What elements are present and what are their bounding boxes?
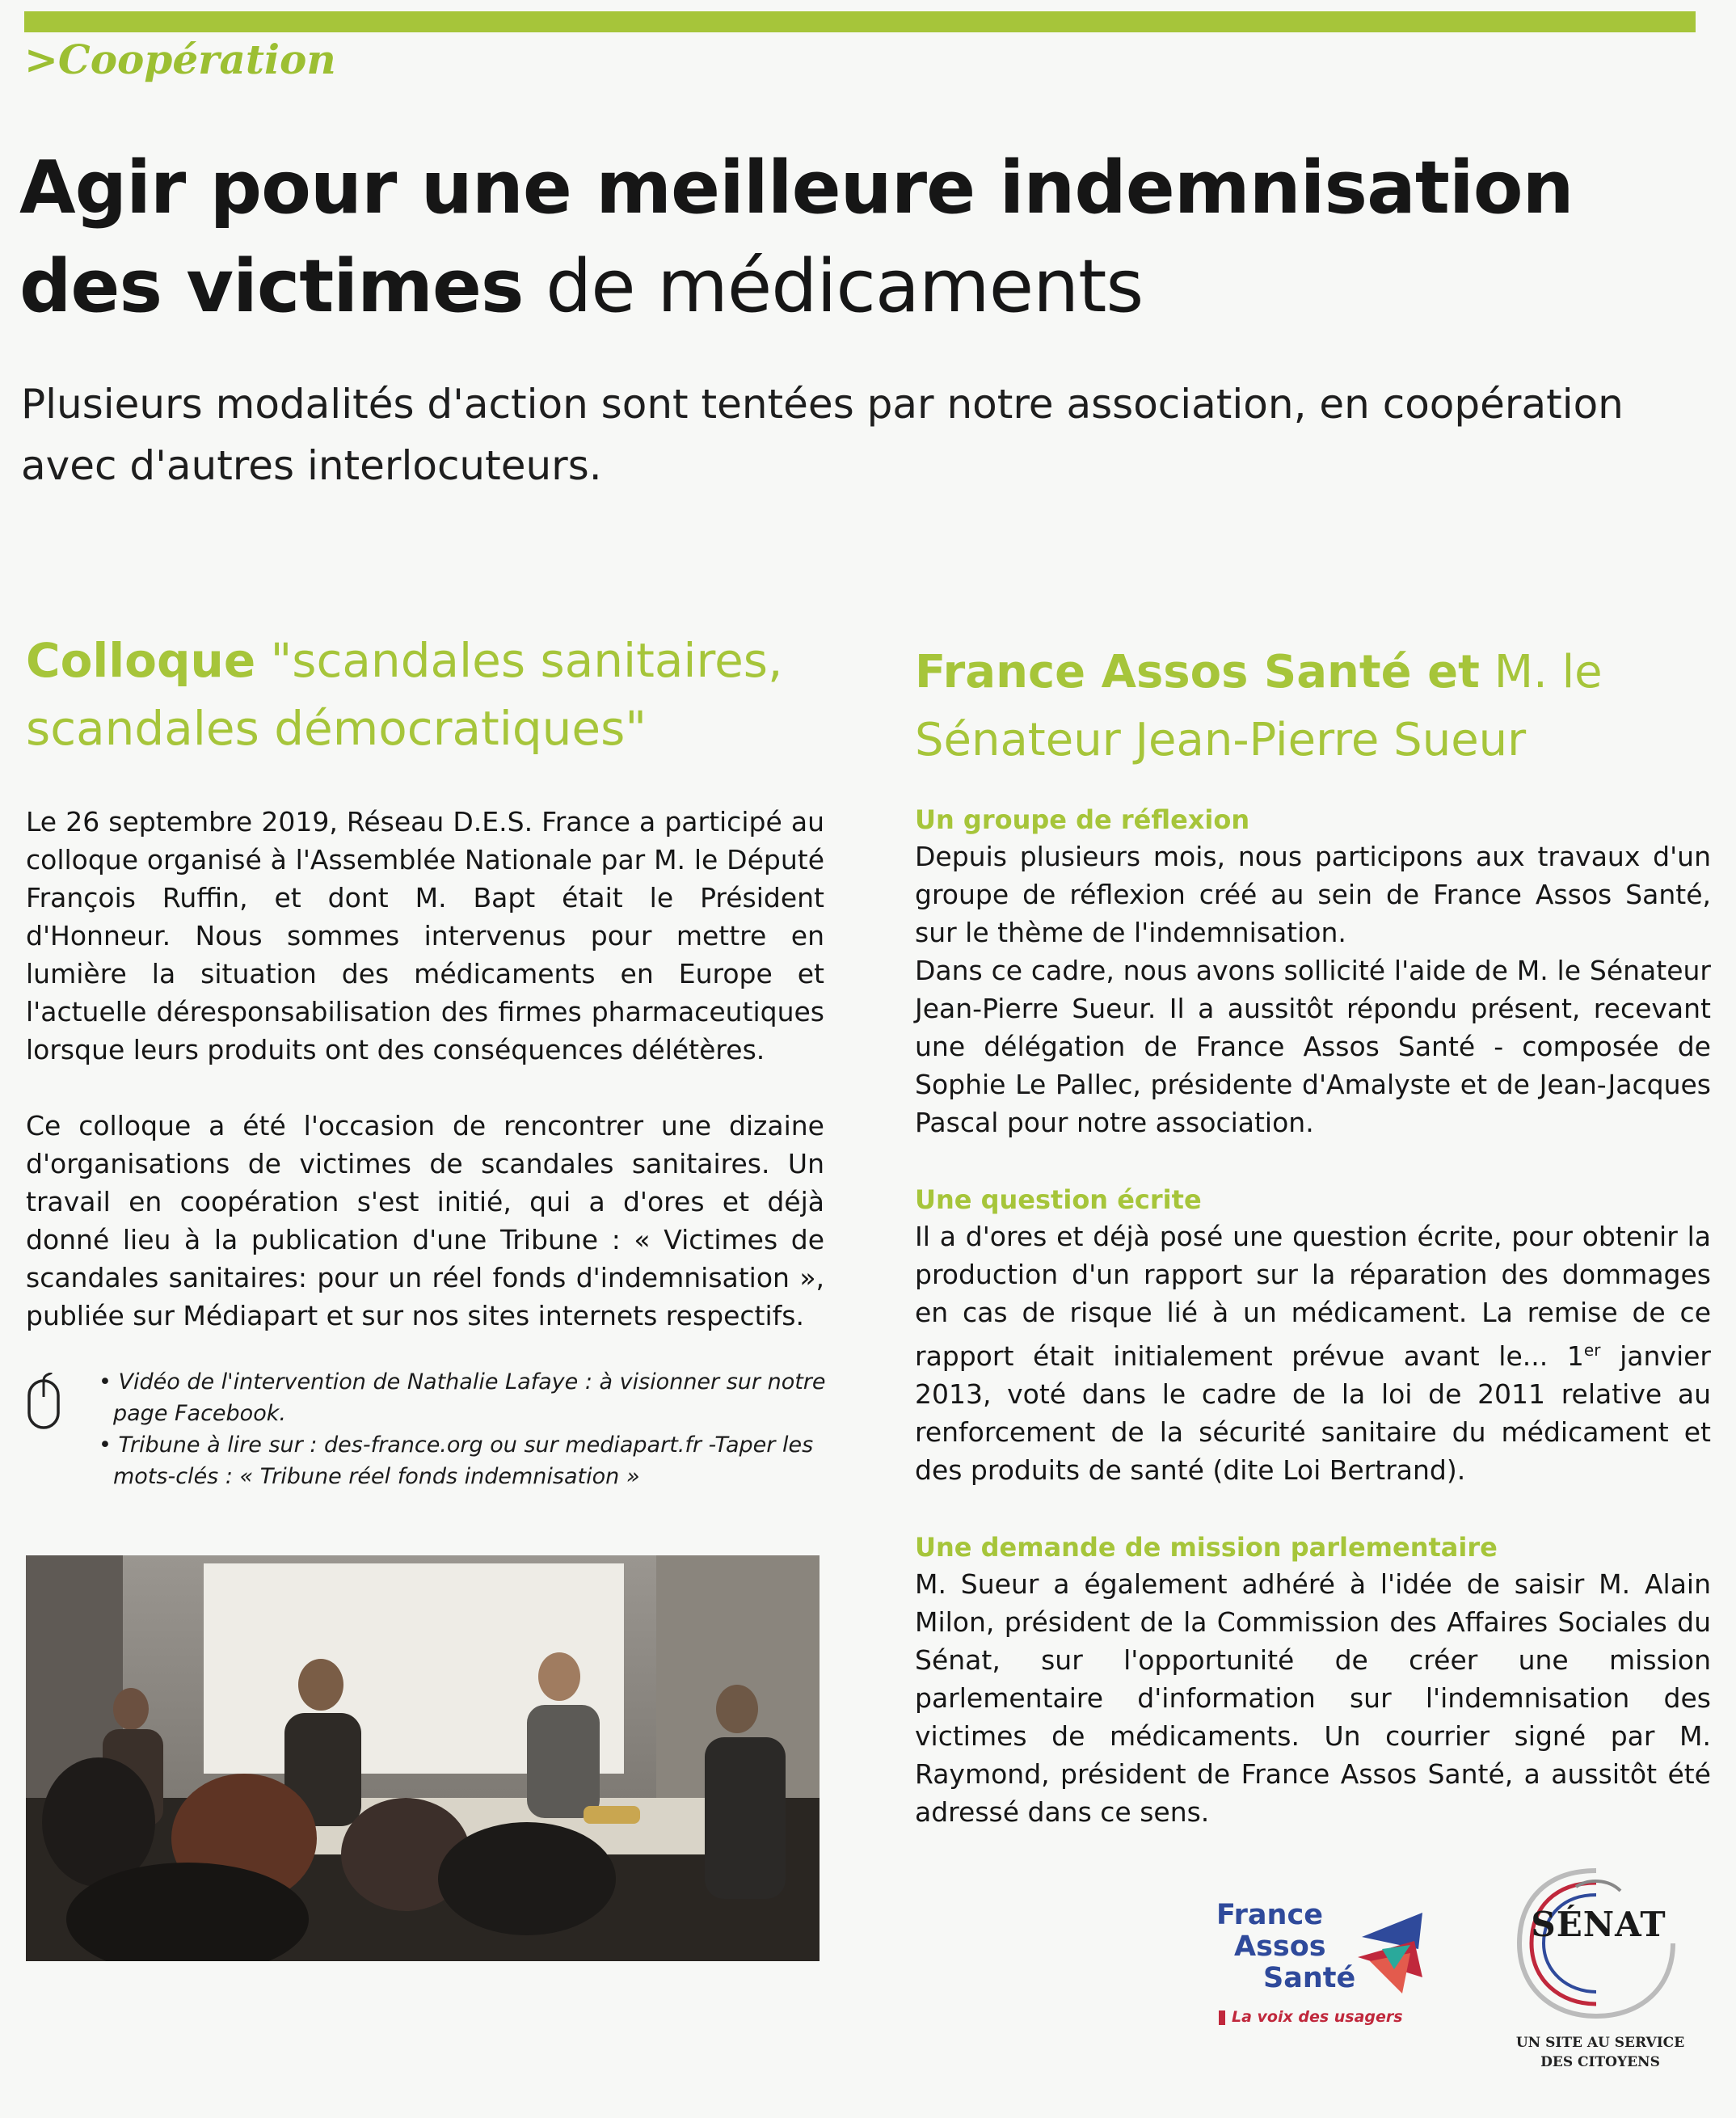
fas-emblem-icon — [1354, 1913, 1431, 2002]
title-line-2-regular: de médicaments — [523, 244, 1144, 329]
article-subtitle: Plusieurs modalités d'action sont tentées par notre association, en coopération avec d'autres interlocuteurs. — [21, 381, 1624, 489]
section-tag: >Coopération — [24, 36, 336, 83]
left-heading-regular: "scandales sanitaires, scandales démocratiques" — [26, 633, 783, 756]
title-line-2-bold: des victimes — [19, 244, 524, 329]
left-paragraph-2: Ce colloque a été l'occasion de rencontrer une dizaine d'organisations de victimes de scandales sanitaires. Un travail en coopération s'est initié, qui a d'ores et déjà donné lieu à la publication d'une Tribune : « Victimes de scandales sanitaires: pour un réel fonds d'indemnisation », publiée sur Médiapart et sur nos sites internets respectifs. — [26, 1110, 824, 1331]
mouse-icon — [26, 1373, 61, 1432]
right-paragraph-1: Depuis plusieurs mois, nous participons aux travaux d'un groupe de réflexion créé au sein de France Assos Santé, sur le thème de l'indemnisation. — [915, 841, 1711, 948]
top-accent-bar — [24, 11, 1696, 32]
senat-wordmark: SÉNAT — [1531, 1905, 1666, 1944]
subheading-question: Une question écrite — [915, 1184, 1202, 1215]
colloque-photo — [26, 1555, 820, 1961]
right-heading-bold: France Assos Santé et — [915, 646, 1480, 698]
title-line-1: Agir pour une meilleure indemnisation — [19, 146, 1574, 230]
right-heading-regular: M. le Sénateur Jean-Pierre Sueur — [915, 646, 1603, 766]
left-column — [26, 627, 824, 1335]
note-video: • Vidéo de l'intervention de Nathalie Lafaye : à visionner sur notre page Facebook. — [99, 1369, 826, 1426]
fas-tagline-text: La voix des usagers — [1232, 2008, 1403, 2026]
france-assos-sante-logo — [1208, 1900, 1426, 2001]
senat-caption-line-1: UN SITE AU SERVICE — [1515, 2035, 1685, 2051]
fas-tagline — [1219, 2008, 1403, 2026]
fas-word-3: Santé — [1263, 1962, 1356, 1994]
resource-notes — [26, 1366, 826, 1496]
subheading-groupe: Un groupe de réflexion — [915, 804, 1250, 835]
left-heading — [26, 627, 824, 762]
left-paragraph-1: Le 26 septembre 2019, Réseau D.E.S. France a participé au colloque organisé à l'Assemblée Nationale par M. le Député François Ruffin, et dont M. Bapt était le Président d'Honneur. Nous sommes intervenus pour mettre en lumière la situation des médicaments en Europe et l'actuelle déresponsabilisation des firmes pharmaceutiques lorsque leurs produits ont des conséquences délétères. — [26, 806, 824, 1065]
question-text-b: janvier 2013, voté dans le cadre de la loi de 2011 relative au renforcement de la sécurité sanitaire du médicament et des produits de santé (dite Loi Bertrand). — [915, 1340, 1711, 1486]
senat-caption — [1503, 2033, 1697, 2072]
right-paragraph-3 — [915, 1217, 1711, 1489]
right-paragraph-2: Dans ce cadre, nous avons sollicité l'aide de M. le Sénateur Jean-Pierre Sueur. Il a aussitôt répondu présent, recevant une délégation de France Assos Santé - composée de Sophie Le Pallec, présidente d'Amalyste et de Jean-Jacques Pascal pour notre association. — [915, 955, 1711, 1138]
fas-word-1: France — [1216, 1899, 1323, 1931]
article-title — [19, 139, 1717, 336]
note-tribune: • Tribune à lire sur : des-france.org ou sur mediapart.fr -Taper les mots-clés : « Tribune réel fonds indemnisation » — [99, 1432, 814, 1489]
right-column — [915, 639, 1711, 1831]
fas-word-2: Assos — [1234, 1930, 1326, 1963]
right-paragraph-4: M. Sueur a également adhéré à l'idée de saisir M. Alain Milon, président de la Commission des Affaires Sociales du Sénat, sur l'opportunité de créer une mission parlementaire d'information sur l'indemnisation des victimes de médicaments. Un courrier signé par M. Raymond, président de France Assos Santé, a aussitôt été adressé dans ce sens. — [915, 1568, 1711, 1828]
subheading-mission: Une demande de mission parlementaire — [915, 1532, 1498, 1563]
left-heading-bold: Colloque — [26, 633, 256, 688]
senat-caption-line-2: DES CITOYENS — [1540, 2054, 1660, 2070]
question-text-a: Il a d'ores et déjà posé une question écrite, pour obtenir la production d'un rapport sur la réparation des dommages en cas de risque lié à un médicament. La remise de ce rapport était initialement prévue avant le... 1 — [915, 1221, 1711, 1372]
question-text-sup: er — [1583, 1340, 1601, 1360]
right-heading — [915, 639, 1711, 774]
notes-list — [26, 1366, 826, 1492]
fas-tag-marker — [1219, 2010, 1225, 2025]
